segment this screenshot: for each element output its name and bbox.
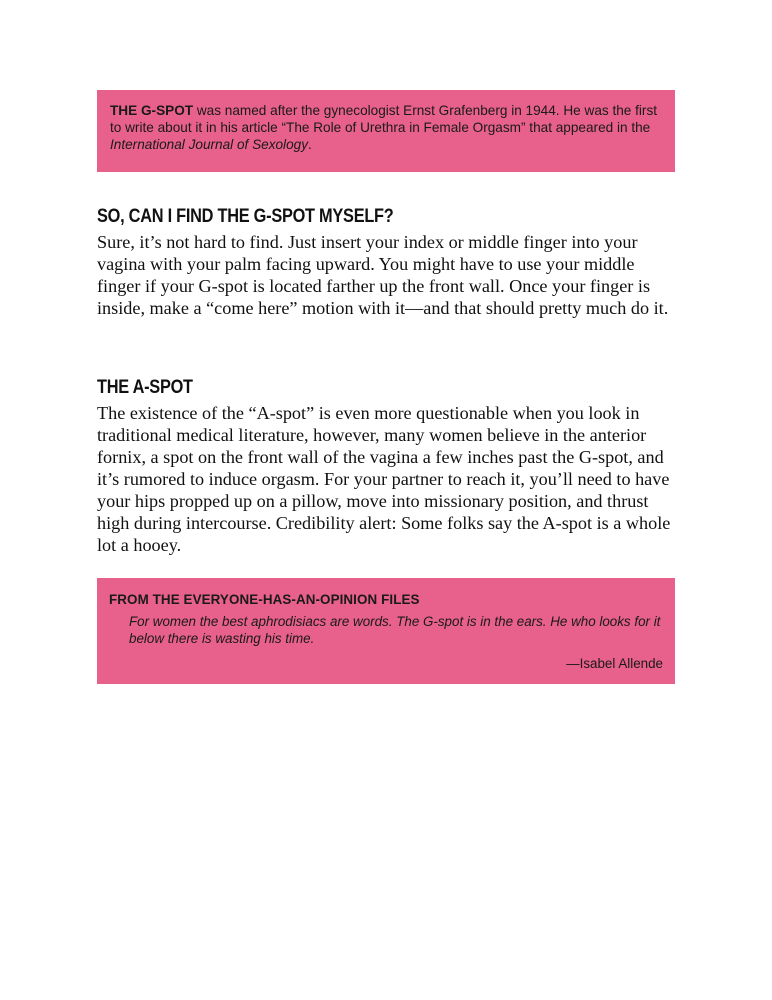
section-heading: SO, CAN I FIND THE G-SPOT MYSELF? (97, 206, 394, 227)
section-body: Sure, it’s not hard to find. Just insert your index or middle finger into your vagina with your palm facing upward. You might have to use your middle finger if your G-spot is located farther up the front wall. Once your finger is inside, make a “come here” motion with it—and that should pretty much do it. (97, 232, 669, 318)
opinion-quote-callout (97, 578, 675, 684)
section-body: The existence of the “A-spot” is even more questionable when you look in traditional medical literature, however, many women believe in the anterior fornix, a spot on the front wall of the vagina a few inches past the G-spot, and it’s rumored to induce orgasm. For your partner to reach it, you’ll need to have your hips propped up on a pillow, move into missionary position, and thrust high during intercourse. Credibility alert: Some folks say the A-spot is a whole lot a hooey. (97, 403, 671, 555)
gspot-fact-callout (97, 90, 675, 172)
section-find-gspot (97, 205, 677, 319)
journal-title: International Journal of Sexology (110, 136, 308, 152)
callout-text-end: . (308, 136, 312, 152)
quote-attribution: —Isabel Allende (566, 656, 663, 671)
callout-text: was named after the gynecologist Ernst Grafenberg in 1944. He was the first to write about it in his article “The Role of Urethra in Female Orgasm” that appeared in the (110, 103, 658, 135)
section-heading: THE A-SPOT (97, 377, 193, 398)
quote-text: For women the best aphrodisiacs are words. The G-spot is in the ears. He who looks for it below there is wasting his time. (129, 614, 661, 646)
section-aspot (97, 376, 677, 556)
quote-box-title: FROM THE EVERYONE-HAS-AN-OPINION FILES (109, 592, 420, 607)
callout-lead: THE G-SPOT (110, 103, 194, 118)
